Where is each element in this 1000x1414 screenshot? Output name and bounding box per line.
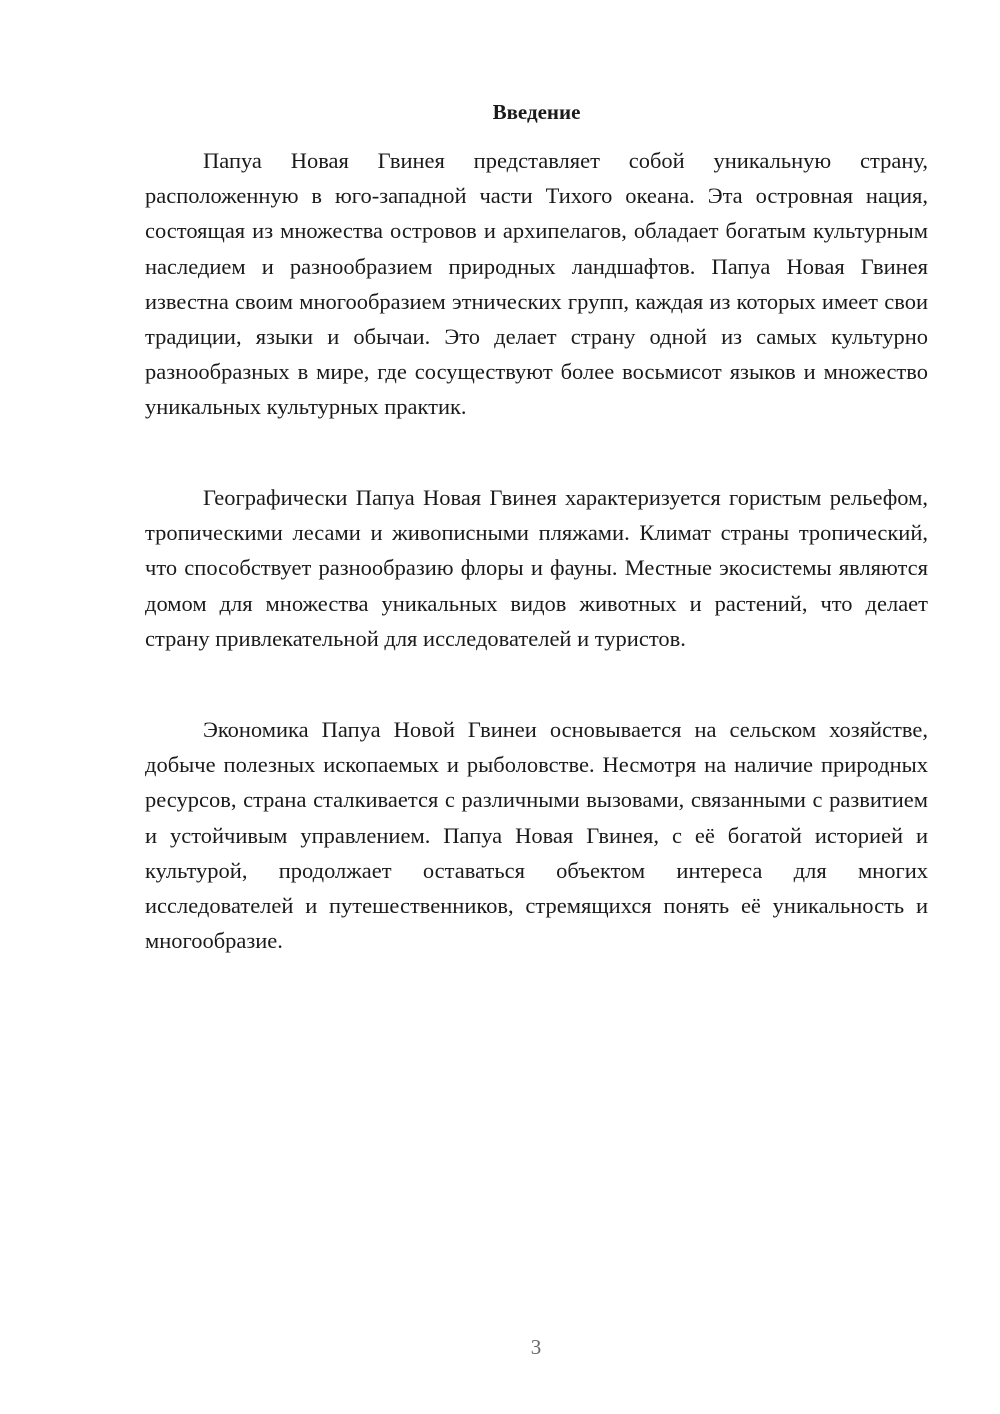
page-number: 3 <box>530 1335 542 1359</box>
paragraph-economy: Экономика Папуа Новой Гвинеи основывается на сельском хозяйстве, добыче полезных ископаемых и рыболовстве. Несмотря на наличие природных ресурсов, страна сталкивается с различными вызовами, связанными с развитием и устойчивым управлением. Папуа Новая Гвинея, с её богатой историей и культурой, продолжает оставаться объектом интереса для многих исследователей и путешественников, стремящихся понять её уникальность и многообразие. <box>145 717 928 954</box>
page-title: Введение <box>492 100 581 124</box>
paragraph-geography: Географически Папуа Новая Гвинея характеризуется гористым рельефом, тропическими лесами и живописными пляжами. Климат страны тропический, что способствует разнообразию флоры и фауны. Местные экосистемы являются домом для множества уникальных видов животных и растений, что делает страну привлекательной для исследователей и туристов. <box>145 485 928 651</box>
paragraph-intro: Папуа Новая Гвинея представляет собой уникальную страну, расположенную в юго-западной части Тихого океана. Эта островная нация, состоящая из множества островов и архипелагов, обладает богатым культурным наследием и разнообразием природных ландшафтов. Папуа Новая Гвинея известна своим многообразием этнических групп, каждая из которых имеет свои традиции, языки и обычаи. Это делает страну одной из самых культурно разнообразных в мире, где сосуществуют более восьмисот языков и множество уникальных культурных практик. <box>145 148 928 420</box>
